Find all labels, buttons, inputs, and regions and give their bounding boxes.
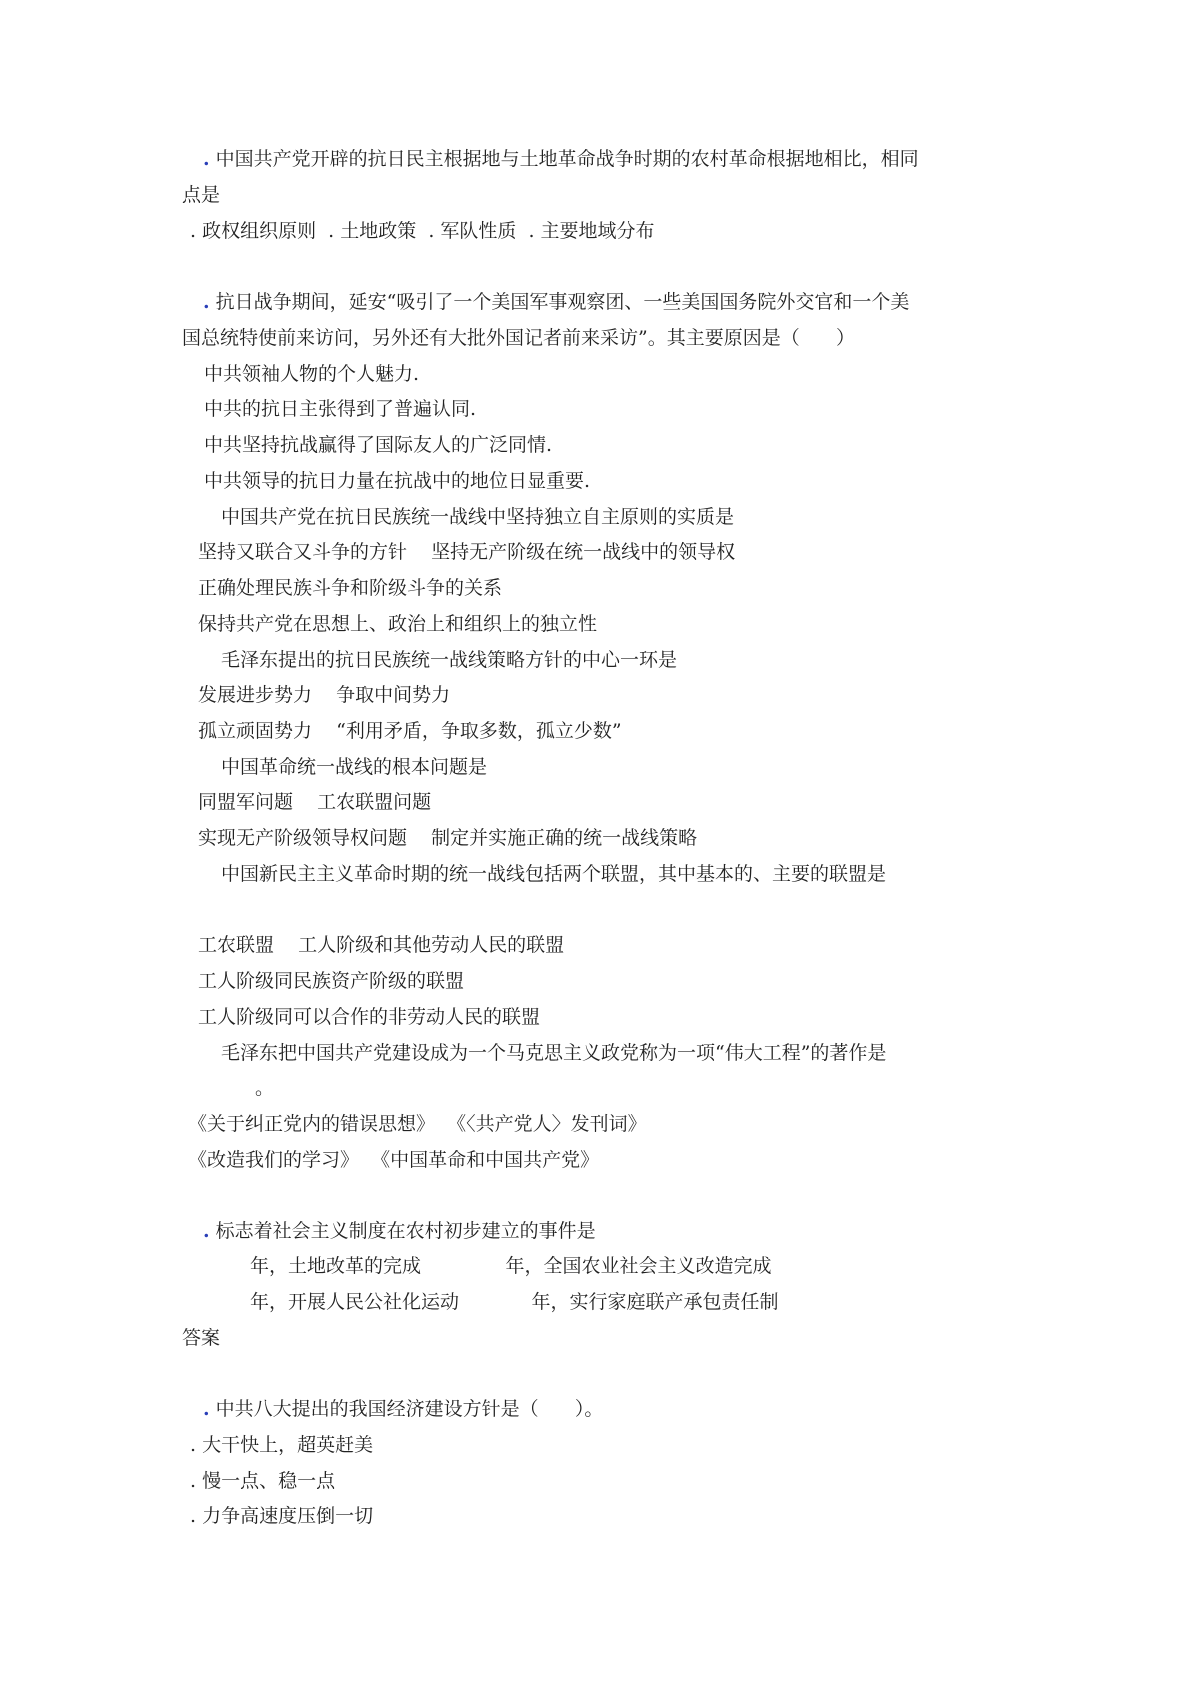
q7-stem-line-2: 。: [255, 1077, 275, 1099]
q2-stem-line-1: . 抗日战争期间，延安“吸引了一个美国军事观察团、一些美国国务院外交官和一个美: [203, 291, 910, 313]
q5-option: 实现无产阶级领导权问题 制定并实施正确的统一战线策略: [198, 827, 698, 849]
q6-option: 工农联盟 工人阶级和其他劳动人民的联盟: [198, 934, 565, 956]
q9-stem: . 中共八大提出的我国经济建设方针是（ ）。: [203, 1398, 604, 1420]
q6-option: 工人阶级同民族资产阶级的联盟: [198, 970, 465, 992]
q3-option: 正确处理民族斗争和阶级斗争的关系: [198, 577, 503, 599]
q9-marker: .: [203, 1398, 210, 1420]
q7-option: 《改造我们的学习》 《中国革命和中国共产党》: [188, 1149, 600, 1171]
q3-option: 坚持又联合又斗争的方针 坚持无产阶级在统一战线中的领导权: [198, 541, 736, 563]
q9-option: . 大干快上，超英赶美: [190, 1434, 374, 1456]
q8-answer-label: 答案: [182, 1327, 221, 1349]
q8-stem: . 标志着社会主义制度在农村初步建立的事件是: [203, 1220, 596, 1242]
q4-option: 发展进步势力 争取中间势力: [198, 684, 451, 706]
q1-stem-line-2: 点是: [182, 184, 221, 206]
q3-option: 保持共产党在思想上、政治上和组织上的独立性: [198, 613, 598, 635]
q8-option: 年，开展人民公社化运动 年，实行家庭联产承包责任制: [250, 1291, 779, 1313]
q4-option: 孤立顽固势力 “利用矛盾，争取多数，孤立少数”: [198, 720, 622, 742]
q7-option: 《关于纠正党内的错误思想》 《〈共产党人〉发刊词》: [188, 1113, 647, 1135]
q1-options: . 政权组织原则 . 土地政策 . 军队性质 . 主要地域分布: [190, 220, 655, 242]
q2-option: 中共坚持抗战赢得了国际友人的广泛同情.: [204, 434, 553, 456]
q2-marker: .: [203, 291, 210, 313]
q2-option: 中共领袖人物的个人魅力.: [204, 363, 420, 385]
q9-option: . 力争高速度压倒一切: [190, 1505, 374, 1527]
q5-option: 同盟军问题 工农联盟问题: [198, 791, 432, 813]
q7-stem-line-1: 毛泽东把中国共产党建设成为一个马克思主义政党称为一项“伟大工程”的著作是: [221, 1042, 887, 1064]
q4-stem: 毛泽东提出的抗日民族统一战线策略方针的中心一环是: [221, 649, 678, 671]
q1-marker: .: [203, 148, 210, 170]
q2-option: 中共领导的抗日力量在抗战中的地位日显重要.: [204, 470, 591, 492]
q6-stem: 中国新民主主义革命时期的统一战线包括两个联盟，其中基本的、主要的联盟是: [221, 863, 887, 885]
q5-stem: 中国革命统一战线的根本问题是: [221, 756, 488, 778]
q3-stem: 中国共产党在抗日民族统一战线中坚持独立自主原则的实质是: [221, 506, 735, 528]
q6-option: 工人阶级同可以合作的非劳动人民的联盟: [198, 1006, 541, 1028]
q8-option: 年，土地改革的完成 年，全国农业社会主义改造完成: [250, 1255, 772, 1277]
q2-stem-line-2: 国总统特使前来访问，另外还有大批外国记者前来采访”。其主要原因是（ ）: [182, 327, 855, 349]
q8-marker: .: [203, 1220, 210, 1242]
q9-option: . 慢一点、稳一点: [190, 1470, 336, 1492]
q2-option: 中共的抗日主张得到了普遍认同.: [204, 398, 477, 420]
q1-stem-line-1: . 中国共产党开辟的抗日民主根据地与土地革命战争时期的农村革命根据地相比，相同: [203, 148, 919, 170]
